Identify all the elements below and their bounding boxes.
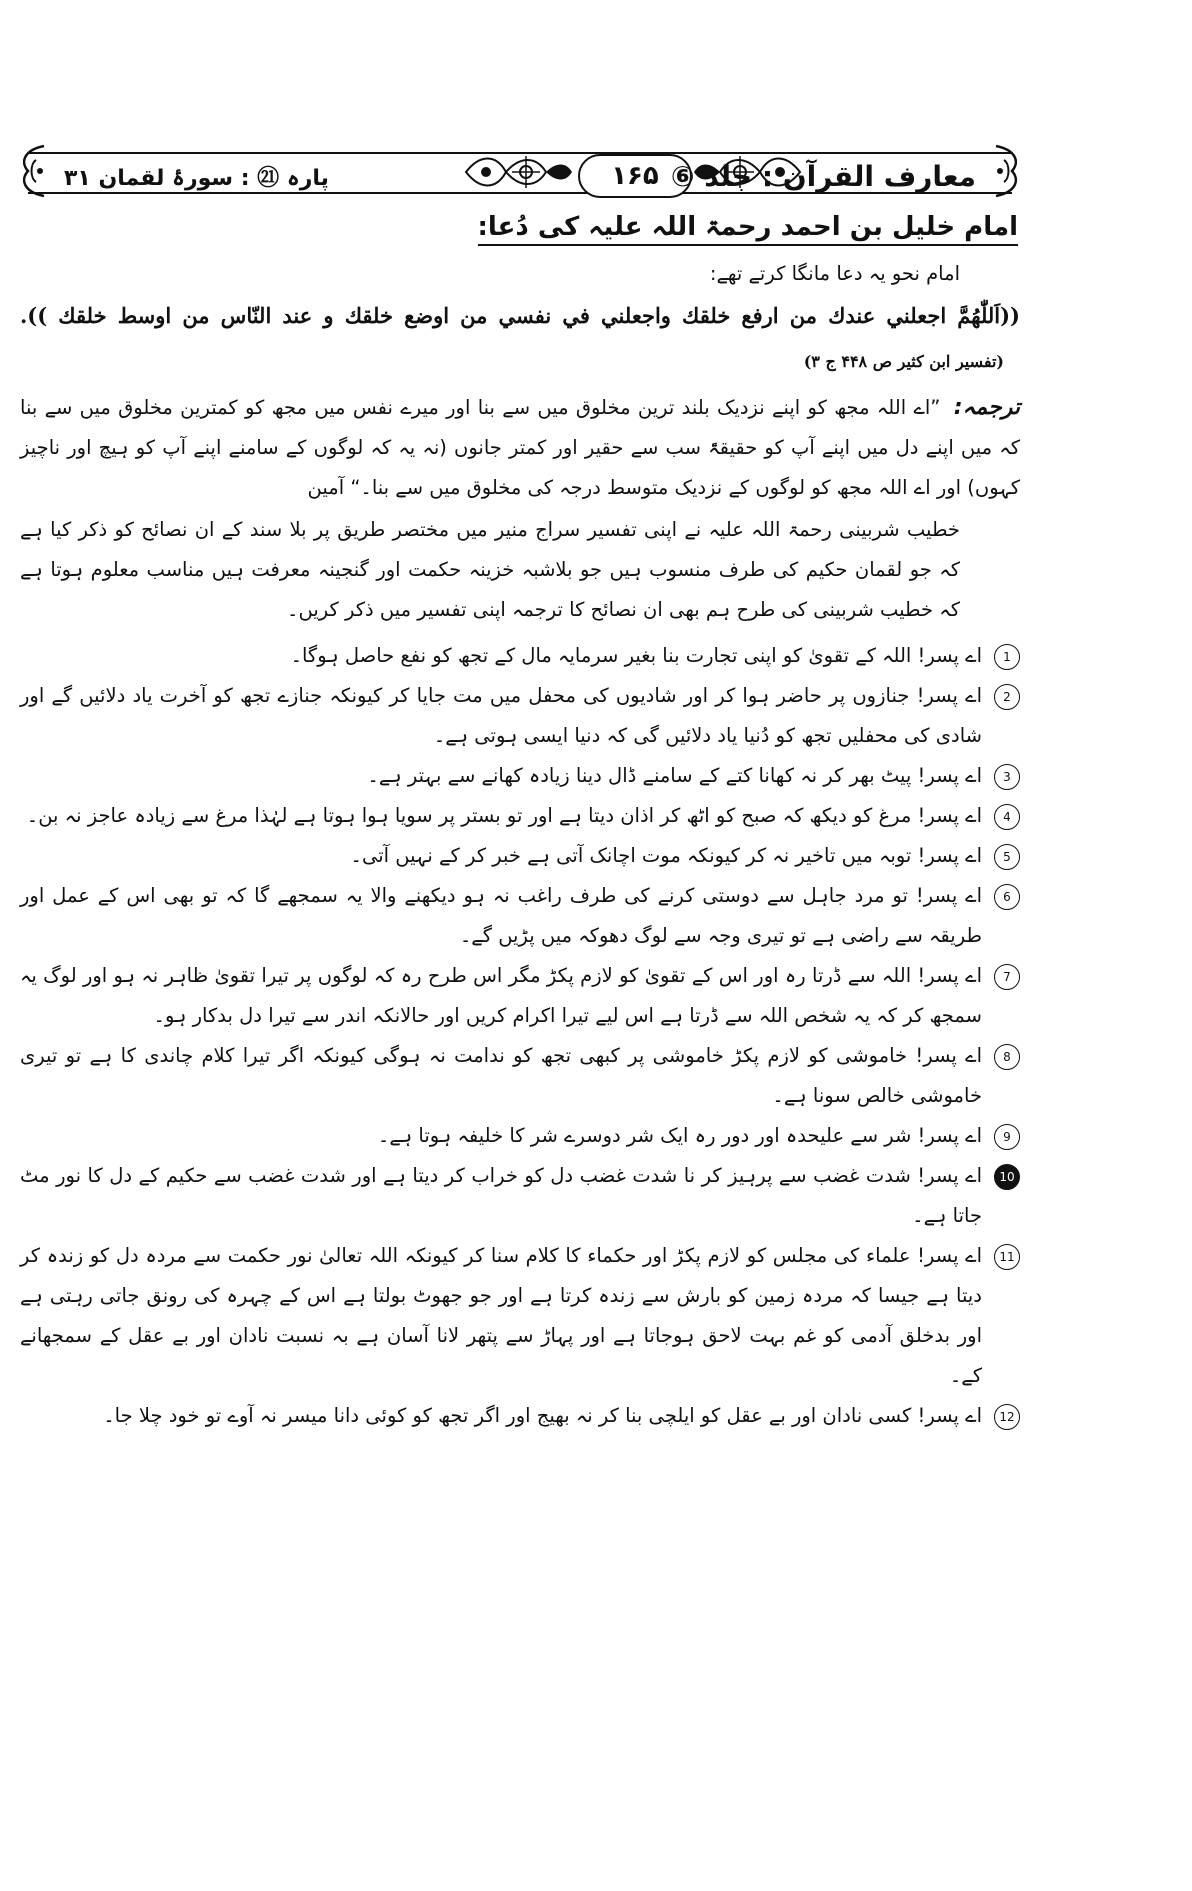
para-surah-label: پارہ ㉑ : سورۂ لقمان ۳۱ <box>64 165 329 191</box>
arabic-dua-text: ((اَللّٰهُمَّ اجعلني عندك من ارفع خلقك واجعلني في نفسي من اوضع خلقك و عند النّاس من اوسط خلقك )). <box>20 303 1020 328</box>
item-text: اے پسر! مرغ کو دیکھ کہ صبح کو اٹھ کر اذان دیتا ہے اور تو بستر پر سویا ہوا ہوتا ہے لہٰذا مرغ سے زیادہ عاجز نہ بن۔ <box>26 804 982 827</box>
list-item <box>20 756 1020 796</box>
list-item <box>20 1156 1020 1236</box>
list-item <box>20 1116 1020 1156</box>
item-text: اے پسر! علماء کی مجلس کو لازم پکڑ اور حکماء کا کلام سنا کر کیونکہ اللہ تعالیٰ نور حکمت سے مردہ دل کو زندہ کر دیتا ہے جیسا کہ مردہ زمین کو بارش سے زندہ کرتا ہے اور جو جھوٹ بولتا ہے اس کے چہرہ کی رونق جاتی رہتی ہے اور بدخلق آدمی کو غم بہت لاحق ہوجاتا ہے اور پہاڑ سے پتھر لانا آسان ہے بہ نسبت نادان اور بے عقل کے سمجھانے کے۔ <box>20 1244 982 1387</box>
section-heading: امام خلیل بن احمد رحمۃ اللہ علیہ کی دُعا: <box>478 212 1018 246</box>
floral-ornament-icon <box>456 146 576 198</box>
item-number: 1 <box>994 644 1020 670</box>
intro-line: امام نحو یہ دعا مانگا کرتے تھے: <box>709 262 960 285</box>
item-text: اے پسر! پیٹ بھر کر نہ کھانا کتے کے سامنے ڈال دینا زیادہ کھانے سے بہتر ہے۔ <box>367 764 982 787</box>
translation-text: ”اے اللہ مجھ کو اپنے نزدیک بلند ترین مخلوق میں سے بنا اور میرے نفس میں مجھ کو کمترین مخلوق میں سے بنا کہ میں اپنے دل میں اپنے آپ کو حقیقۃً سب سے حقیر اور کمتر جانوں (نہ یہ کہ لوگوں کے سامنے اپنے آپ کو ہیچ اور ناچیز کہوں) اور اے اللہ مجھ کو لوگوں کے نزدیک متوسط درجہ کی مخلوق میں سے بنا۔“ آمین <box>20 396 1020 499</box>
item-number: 10 <box>994 1164 1020 1190</box>
page-header <box>20 142 1020 200</box>
translation <box>20 388 1020 508</box>
book-title: معارف القرآن : جلد ⑥ <box>670 159 976 193</box>
corner-ornament-icon <box>14 142 54 200</box>
item-text: اے پسر! شدت غضب سے پرہیز کر نا شدت غضب دل کو خراب کر دیتا ہے اور شدت غضب سے حکیم کے دل کا نور مٹ جاتا ہے۔ <box>20 1164 982 1227</box>
item-number: 7 <box>994 964 1020 990</box>
list-item <box>20 1236 1020 1396</box>
corner-ornament-icon <box>986 142 1026 200</box>
intro-paragraph: خطیب شربینی رحمۃ اللہ علیہ نے اپنی تفسیر سراج منیر میں مختصر طریق پر بلا سند کے ان نصائح کو ذکر کیا ہے کہ جو لقمان حکیم کی طرف منسوب ہیں جو بلاشبہ خزینہ حکمت اور گنجینہ معرفت ہیں مناسب معلوم ہوتا ہے کہ خطیب شربینی کی طرح ہم بھی ان نصائح کا ترجمہ اپنی تفسیر میں ذکر کریں۔ <box>20 518 960 621</box>
list-item <box>20 876 1020 956</box>
item-text: اے پسر! جنازوں پر حاضر ہوا کر اور شادیوں کی محفل میں مت جایا کر کیونکہ جنازے تجھ کو آخرت یاد دلائیں گے اور شادی کی محفلیں تجھ کو دُنیا یاد دلائیں گی کہ دنیا ایسی ہوتی ہے۔ <box>20 684 982 747</box>
page-number: ۱۶۵ <box>578 154 692 198</box>
advice-list <box>20 636 1020 1436</box>
item-number: 2 <box>994 684 1020 710</box>
list-item <box>20 836 1020 876</box>
item-text: اے پسر! شر سے علیحدہ اور دور رہ ایک شر دوسرے شر کا خلیفہ ہوتا ہے۔ <box>377 1124 982 1147</box>
item-text: اے پسر! توبہ میں تاخیر نہ کر کیونکہ موت اچانک آتی ہے خبر کر کے نہیں آتی۔ <box>350 844 982 867</box>
item-number: 4 <box>994 804 1020 830</box>
translation-label: ترجمہ: <box>953 395 1020 420</box>
item-number: 11 <box>994 1244 1020 1270</box>
list-item <box>20 1396 1020 1436</box>
item-number: 8 <box>994 1044 1020 1070</box>
citation: (تفسیر ابن کثیر ص ۴۴۸ ج ۳) <box>803 352 1004 371</box>
list-item <box>20 636 1020 676</box>
item-text: اے پسر! تو مرد جاہل سے دوستی کرنے کی طرف راغب نہ ہو دیکھنے والا یہ سمجھے گا کہ تو بھی اس کے عمل اور طریقہ سے راضی ہے تو تیری وجہ سے لوگ دھوکہ میں پڑیں گے۔ <box>20 884 982 947</box>
arabic-dua <box>20 294 1020 384</box>
item-number: 12 <box>994 1404 1020 1430</box>
list-item <box>20 956 1020 1036</box>
item-text: اے پسر! اللہ کے تقویٰ کو اپنی تجارت بنا بغیر سرمایہ مال کے تجھ کو نفع حاصل ہوگا۔ <box>290 644 982 667</box>
item-number: 3 <box>994 764 1020 790</box>
item-number: 5 <box>994 844 1020 870</box>
item-number: 6 <box>994 884 1020 910</box>
page-content <box>20 210 1020 1436</box>
item-number: 9 <box>994 1124 1020 1150</box>
list-item <box>20 676 1020 756</box>
list-item <box>20 796 1020 836</box>
item-text: اے پسر! اللہ سے ڈرتا رہ اور اس کے تقویٰ کو لازم پکڑ مگر اس طرح رہ کہ لوگوں پر تیرا تقویٰ ظاہر نہ ہو اور لوگ یہ سمجھ کر کہ یہ شخص اللہ سے ڈرتا ہے اس لیے تیرا اکرام کریں اور حالانکہ اندر سے تیرا دل بدکار ہو۔ <box>20 964 982 1027</box>
item-text: اے پسر! کسی نادان اور بے عقل کو ایلچی بنا کر نہ بھیج اور اگر تجھ کو کوئی دانا میسر نہ آوے تو خود چلا جا۔ <box>103 1404 982 1427</box>
item-text: اے پسر! خاموشی کو لازم پکڑ خاموشی پر کبھی تجھ کو ندامت نہ ہوگی کیونکہ اگر تیرا کلام چاندی کا ہے تو تیری خاموشی خالص سونا ہے۔ <box>20 1044 982 1107</box>
list-item <box>20 1036 1020 1116</box>
